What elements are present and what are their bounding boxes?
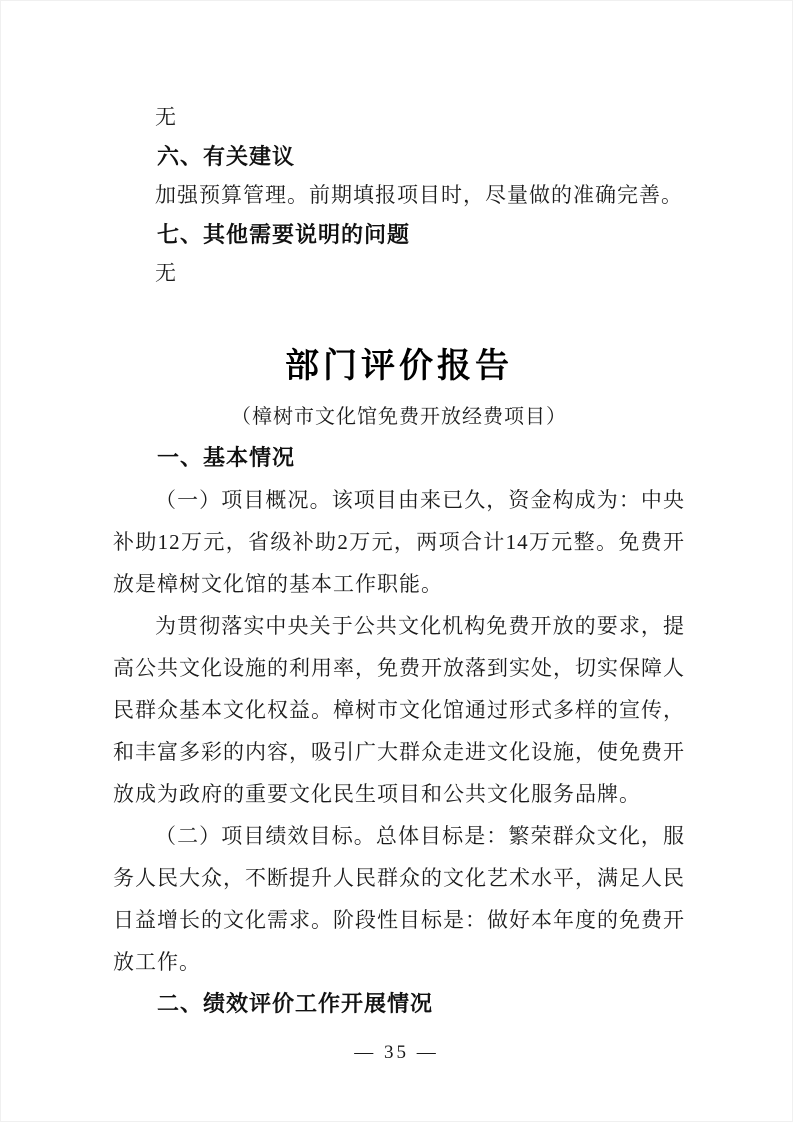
answer-none-1: 无 bbox=[155, 105, 177, 129]
page-number: — 35 — bbox=[354, 1042, 439, 1063]
report-title: 部门评价报告 bbox=[285, 348, 513, 385]
paragraph-policy-background: 为贯彻落实中央关于公共文化机构免费开放的要求，提高公共文化设施的利用率，免费开放落到实处，切实保障人民群众基本文化权益。樟树市文化馆通过形式多样的宣传，和丰富多彩的内容，吸引广大群众走进文化设施，使免费开放成为政府的重要文化民生项目和公共文化服务品牌。 bbox=[113, 614, 685, 806]
department-evaluation-report bbox=[113, 345, 685, 1025]
section-1-heading: 一、基本情况 bbox=[157, 445, 296, 470]
section-6-body: 加强预算管理。前期填报项目时，尽量做的准确完善。 bbox=[155, 183, 683, 207]
section-7-heading: 七、其他需要说明的问题 bbox=[157, 222, 411, 247]
section-2-heading: 二、绩效评价工作开展情况 bbox=[157, 991, 434, 1016]
section-6-heading: 六、有关建议 bbox=[157, 144, 296, 169]
answer-none-2: 无 bbox=[155, 261, 177, 285]
paragraph-performance-goals: （二）项目绩效目标。总体目标是：繁荣群众文化，服务人民大众，不断提升人民群众的文化艺术水平，满足人民日益增长的文化需求。阶段性目标是：做好本年度的免费开放工作。 bbox=[113, 824, 685, 974]
paragraph-project-overview: （一）项目概况。该项目由来已久，资金构成为：中央补助12万元，省级补助2万元，两项合计14万元整。免费开放是樟树文化馆的基本工作职能。 bbox=[113, 488, 685, 596]
page-footer bbox=[0, 1042, 793, 1064]
self-evaluation-tail-section bbox=[113, 98, 685, 293]
page-content bbox=[113, 98, 685, 1025]
report-subtitle: （樟树市文化馆免费开放经费项目） bbox=[231, 406, 567, 428]
